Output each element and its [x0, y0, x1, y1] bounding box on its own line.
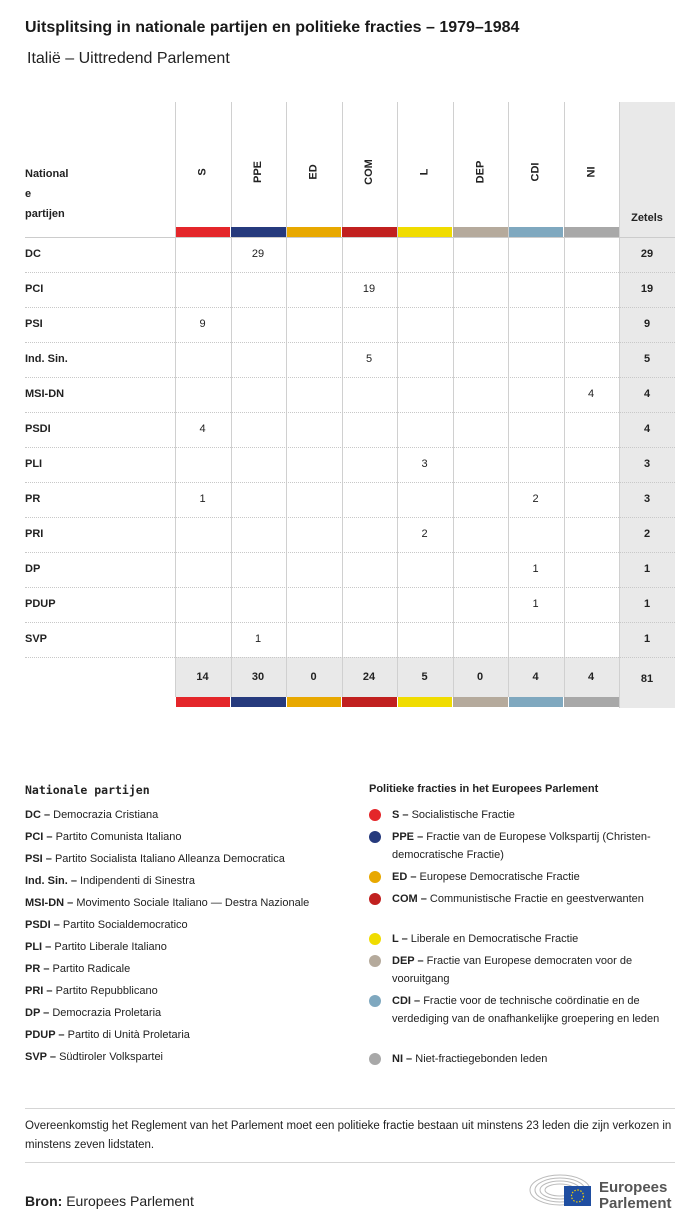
- party-total: 2: [643, 528, 651, 540]
- party-label: PLI: [25, 458, 43, 470]
- group-legend-item: L – Liberale en Democratische Fractie: [392, 933, 579, 945]
- chart-subtitle: Italië – Uittredend Parlement: [27, 50, 230, 67]
- party-label: PSDI: [25, 423, 51, 435]
- group-color-dot-icon: [369, 933, 381, 945]
- seat-cell: 29: [251, 248, 265, 260]
- group-color-dot-icon: [369, 871, 381, 883]
- seat-cell: 19: [362, 283, 376, 295]
- group-color-bar-ed: [287, 227, 342, 237]
- seat-cell: 1: [532, 598, 539, 610]
- seat-cell: 1: [532, 563, 539, 575]
- party-label: PDUP: [25, 598, 56, 610]
- row-divider: [25, 657, 675, 658]
- group-header-ppe: PPE: [251, 160, 264, 184]
- party-total: 4: [643, 423, 651, 435]
- group-total: 24: [362, 671, 376, 683]
- group-header-l: L: [418, 168, 431, 176]
- seat-cell: 5: [365, 353, 373, 365]
- source-value: Europees Parlement: [62, 1193, 194, 1209]
- group-header-com: COM: [362, 159, 375, 185]
- group-color-bar-bottom-ppe: [231, 697, 286, 707]
- seats-header: Zetels: [631, 212, 663, 224]
- party-label: PR: [25, 493, 41, 505]
- seat-cell: 9: [199, 318, 206, 330]
- group-legend-item: PPE – Fractie van de Europese Volkspartij (Christen-democratische Fractie): [392, 831, 651, 861]
- group-color-bar-com: [342, 227, 397, 237]
- group-color-bar-ni: [564, 227, 619, 237]
- party-total: 9: [643, 318, 651, 330]
- row-divider: [25, 517, 675, 518]
- group-legend-heading: Politieke fracties in het Europees Parlement: [369, 783, 599, 795]
- group-total: 4: [587, 671, 595, 683]
- group-color-bar-bottom-cdi: [509, 697, 564, 707]
- group-color-dot-icon: [369, 1053, 381, 1065]
- group-color-bar-bottom-ni: [564, 697, 619, 707]
- seat-cell: 2: [421, 528, 428, 540]
- group-color-dot-icon: [369, 809, 381, 821]
- row-divider: [25, 412, 675, 413]
- group-color-dot-icon: [369, 893, 381, 905]
- party-total: 1: [643, 598, 651, 610]
- row-divider: [25, 552, 675, 553]
- row-divider: [25, 237, 675, 238]
- group-color-bar-ppe: [231, 227, 286, 237]
- divider: [25, 1162, 675, 1163]
- group-color-bar-l: [398, 227, 453, 237]
- party-label: SVP: [25, 633, 48, 645]
- group-color-bar-dep: [453, 227, 508, 237]
- group-color-bar-bottom-com: [342, 697, 397, 707]
- chart-title: Uitsplitsing in nationale partijen en politieke fracties – 1979–1984: [25, 19, 520, 36]
- party-total: 29: [640, 248, 654, 260]
- seat-cell: 1: [254, 633, 262, 645]
- group-header-dep: DEP: [474, 160, 486, 184]
- row-divider: [25, 587, 675, 588]
- group-legend-item: S – Socialistische Fractie: [392, 809, 515, 821]
- grand-total: 81: [640, 673, 654, 685]
- footnote: Overeenkomstig het Reglement van het Parlement moet een politieke fractie bestaan uit minstens 23 leden die zijn verkozen in minstens zeven lidstaten.: [25, 1120, 672, 1151]
- seat-table: [25, 102, 675, 708]
- row-divider: [25, 307, 675, 308]
- group-legend-item: ED – Europese Democratische Fractie: [392, 871, 580, 883]
- logo-text-1: Europees: [599, 1179, 668, 1196]
- seat-cell: 4: [587, 388, 595, 400]
- divider: [25, 1108, 675, 1109]
- national-legend-item: PDUP – Partito di Unità Proletaria: [25, 1029, 190, 1041]
- national-legend-item: DP – Democrazia Proletaria: [25, 1007, 162, 1019]
- row-divider: [25, 482, 675, 483]
- national-legend-item: Ind. Sin. – Indipendenti di Sinestra: [25, 875, 195, 887]
- group-total: 14: [196, 671, 209, 683]
- party-label: Ind. Sin.: [25, 353, 68, 365]
- group-color-dot-icon: [369, 831, 381, 843]
- group-color-bar-bottom-ed: [287, 697, 342, 707]
- group-header-cdi: CDI: [529, 162, 542, 182]
- seat-cell: 1: [199, 493, 206, 505]
- group-total: 4: [532, 671, 539, 683]
- national-legend-item: PSI – Partito Socialista Italiano Alleanza Democratica: [25, 853, 285, 865]
- party-label: PRI: [25, 528, 44, 540]
- party-total: 1: [643, 563, 651, 575]
- national-legend-item: MSI-DN – Movimento Sociale Italiano — Destra Nazionale: [25, 897, 310, 909]
- parliament-hemicycle-icon: [528, 1170, 678, 1210]
- seat-cell: 2: [532, 493, 539, 505]
- group-color-dot-icon: [369, 995, 381, 1007]
- party-total: 5: [643, 353, 651, 365]
- source-label: Bron:: [25, 1193, 63, 1209]
- party-total: 3: [643, 458, 651, 470]
- group-legend-item: COM – Communistische Fractie en geestverwanten: [392, 893, 644, 905]
- party-total: 4: [643, 388, 651, 400]
- group-color-bar-bottom-dep: [453, 697, 508, 707]
- party-total: 3: [643, 493, 651, 505]
- party-label: MSI-DN: [25, 388, 65, 400]
- group-color-bar-s: [176, 227, 231, 237]
- national-legend-item: PLI – Partito Liberale Italiano: [25, 941, 167, 953]
- national-legend-heading: Nationale partijen: [25, 783, 150, 797]
- party-label: DC: [25, 248, 41, 260]
- group-total: 0: [476, 671, 484, 683]
- group-total: 30: [251, 671, 265, 683]
- party-total: 1: [643, 633, 651, 645]
- group-total: 0: [310, 671, 317, 683]
- group-legend-item: DEP – Fractie van Europese democraten voor de vooruitgang: [392, 955, 633, 985]
- group-legend-item: NI – Niet-fractiegebonden leden: [392, 1053, 548, 1065]
- group-color-bar-cdi: [509, 227, 564, 237]
- national-legend-item: DC – Democrazia Cristiana: [25, 809, 159, 821]
- national-parties-header: National e partijen: [25, 168, 69, 220]
- party-label: DP: [25, 563, 41, 575]
- national-legend-item: PCI – Partito Comunista Italiano: [25, 831, 182, 843]
- european-parliament-logo: [528, 1170, 678, 1210]
- party-label: PCI: [25, 283, 44, 295]
- group-header-ed: ED: [307, 164, 320, 180]
- group-header-s: S: [196, 168, 209, 176]
- national-legend-item: PR – Partito Radicale: [25, 963, 131, 975]
- logo-text-2: Parlement: [599, 1195, 672, 1210]
- row-divider: [25, 622, 675, 623]
- party-label: PSI: [25, 318, 43, 330]
- national-legend-item: SVP – Südtiroler Volkspartei: [25, 1051, 164, 1063]
- group-color-bar-bottom-l: [398, 697, 453, 707]
- group-legend-item: CDI – Fractie voor de technische coördinatie en de verdediging van de onafhankelijke groepering en leden: [392, 995, 660, 1025]
- party-total: 19: [640, 283, 654, 295]
- group-color-bar-bottom-s: [176, 697, 231, 707]
- group-header-ni: NI: [585, 166, 597, 178]
- national-legend-item: PRI – Partito Repubblicano: [25, 985, 158, 997]
- seat-cell: 4: [199, 423, 206, 435]
- group-total: 5: [421, 671, 428, 683]
- national-legend-item: PSDI – Partito Socialdemocratico: [25, 919, 188, 931]
- group-color-dot-icon: [369, 955, 381, 967]
- source: [25, 1193, 194, 1209]
- row-divider: [25, 447, 675, 448]
- seat-cell: 3: [421, 458, 428, 470]
